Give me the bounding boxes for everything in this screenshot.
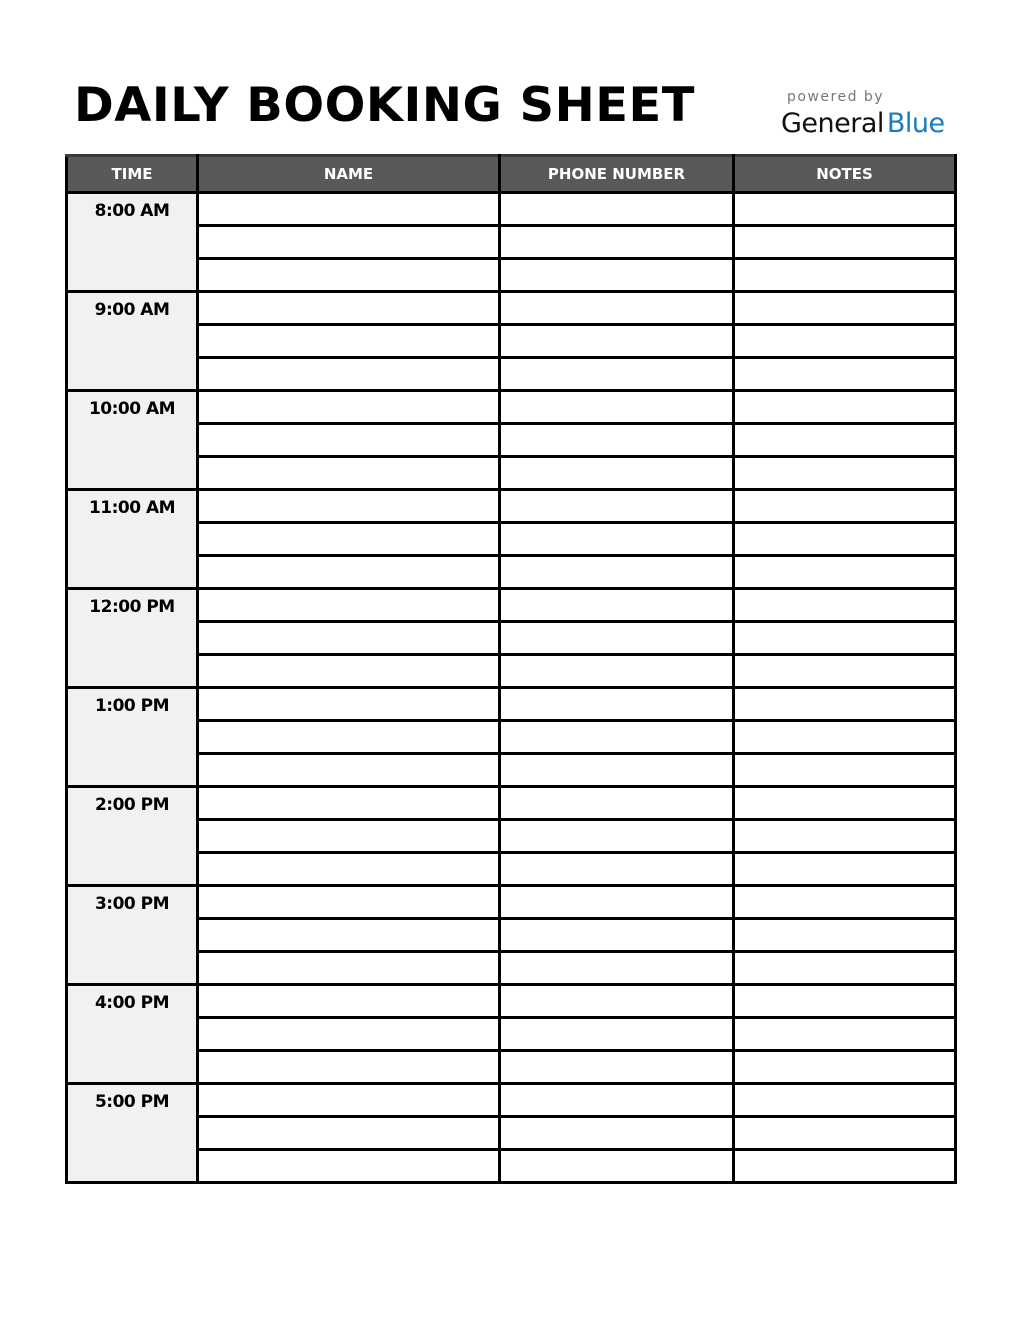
phone-cell[interactable] [500,490,734,523]
name-cell[interactable] [198,226,500,259]
phone-cell[interactable] [500,919,734,952]
notes-cell[interactable] [734,1018,956,1051]
name-cell[interactable] [198,820,500,853]
name-cell[interactable] [198,1150,500,1183]
page-title: DAILY BOOKING SHEET [74,78,695,133]
name-cell[interactable] [198,787,500,820]
name-cell[interactable] [198,556,500,589]
notes-cell[interactable] [734,820,956,853]
table-row [67,556,956,589]
name-cell[interactable] [198,358,500,391]
notes-cell[interactable] [734,457,956,490]
notes-cell[interactable] [734,1084,956,1117]
name-cell[interactable] [198,985,500,1018]
table-row [67,457,956,490]
time-slot-label: 3:00 PM [67,886,198,985]
time-slot-label: 11:00 AM [67,490,198,589]
phone-cell[interactable] [500,886,734,919]
name-cell[interactable] [198,193,500,226]
phone-cell[interactable] [500,1117,734,1150]
table-row [67,754,956,787]
name-cell[interactable] [198,424,500,457]
brand-logo [781,88,951,142]
table-row [67,523,956,556]
notes-cell[interactable] [734,1117,956,1150]
table-row [67,919,956,952]
name-cell[interactable] [198,886,500,919]
phone-cell[interactable] [500,820,734,853]
notes-cell[interactable] [734,853,956,886]
phone-cell[interactable] [500,1051,734,1084]
name-cell[interactable] [198,1117,500,1150]
notes-cell[interactable] [734,622,956,655]
time-slot-label: 8:00 AM [67,193,198,292]
notes-cell[interactable] [734,655,956,688]
table-row [67,985,956,1018]
table-row [67,853,956,886]
time-slot-label: 9:00 AM [67,292,198,391]
table-row [67,424,956,457]
name-cell[interactable] [198,952,500,985]
phone-cell[interactable] [500,622,734,655]
name-cell[interactable] [198,589,500,622]
name-cell[interactable] [198,457,500,490]
phone-cell[interactable] [500,952,734,985]
name-cell[interactable] [198,1018,500,1051]
phone-cell[interactable] [500,787,734,820]
table-row [67,1018,956,1051]
name-cell[interactable] [198,523,500,556]
phone-cell[interactable] [500,688,734,721]
time-slot-label: 5:00 PM [67,1084,198,1183]
phone-cell[interactable] [500,556,734,589]
powered-by-label: powered by [787,89,885,105]
booking-table [65,154,957,1184]
notes-cell[interactable] [734,1051,956,1084]
phone-cell[interactable] [500,292,734,325]
phone-cell[interactable] [500,391,734,424]
table-row [67,589,956,622]
time-slot-label: 10:00 AM [67,391,198,490]
phone-cell[interactable] [500,1018,734,1051]
table-row [67,259,956,292]
phone-cell[interactable] [500,1084,734,1117]
name-cell[interactable] [198,754,500,787]
time-slot-label: 2:00 PM [67,787,198,886]
table-row [67,226,956,259]
column-header-time: TIME [67,156,198,193]
table-row [67,787,956,820]
phone-cell[interactable] [500,259,734,292]
notes-cell[interactable] [734,193,956,226]
phone-cell[interactable] [500,1150,734,1183]
table-row [67,1150,956,1183]
phone-cell[interactable] [500,226,734,259]
time-slot-label: 1:00 PM [67,688,198,787]
table-row [67,655,956,688]
name-cell[interactable] [198,490,500,523]
notes-cell[interactable] [734,424,956,457]
name-cell[interactable] [198,259,500,292]
phone-cell[interactable] [500,589,734,622]
notes-cell[interactable] [734,589,956,622]
column-header-notes: NOTES [734,156,956,193]
brand-name-general: General [781,108,884,139]
name-cell[interactable] [198,325,500,358]
name-cell[interactable] [198,721,500,754]
notes-cell[interactable] [734,985,956,1018]
name-cell[interactable] [198,853,500,886]
notes-cell[interactable] [734,325,956,358]
name-cell[interactable] [198,1084,500,1117]
column-header-phone: PHONE NUMBER [500,156,734,193]
name-cell[interactable] [198,655,500,688]
table-row [67,1084,956,1117]
table-row [67,1117,956,1150]
table-row [67,292,956,325]
table-row [67,193,956,226]
table-row [67,886,956,919]
table-row [67,622,956,655]
phone-cell[interactable] [500,358,734,391]
column-header-name: NAME [198,156,500,193]
notes-cell[interactable] [734,688,956,721]
notes-cell[interactable] [734,523,956,556]
table-row [67,391,956,424]
notes-cell[interactable] [734,292,956,325]
phone-cell[interactable] [500,655,734,688]
name-cell[interactable] [198,919,500,952]
table-row [67,952,956,985]
notes-cell[interactable] [734,259,956,292]
name-cell[interactable] [198,292,500,325]
notes-cell[interactable] [734,556,956,589]
phone-cell[interactable] [500,523,734,556]
table-body [67,193,956,1183]
notes-cell[interactable] [734,721,956,754]
phone-cell[interactable] [500,985,734,1018]
table-row [67,820,956,853]
table-row [67,688,956,721]
notes-cell[interactable] [734,886,956,919]
phone-cell[interactable] [500,193,734,226]
notes-cell[interactable] [734,787,956,820]
notes-cell[interactable] [734,490,956,523]
phone-cell[interactable] [500,325,734,358]
time-slot-label: 4:00 PM [67,985,198,1084]
phone-cell[interactable] [500,853,734,886]
brand-name-blue: Blue [886,108,945,139]
notes-cell[interactable] [734,754,956,787]
time-slot-label: 12:00 PM [67,589,198,688]
phone-cell[interactable] [500,754,734,787]
notes-cell[interactable] [734,1150,956,1183]
phone-cell[interactable] [500,721,734,754]
name-cell[interactable] [198,1051,500,1084]
name-cell[interactable] [198,391,500,424]
table-row [67,721,956,754]
brand-name [781,106,951,142]
notes-cell[interactable] [734,952,956,985]
notes-cell[interactable] [734,358,956,391]
phone-cell[interactable] [500,424,734,457]
table-header-row [67,156,956,193]
table-row [67,325,956,358]
notes-cell[interactable] [734,391,956,424]
table-row [67,490,956,523]
table-row [67,1051,956,1084]
notes-cell[interactable] [734,919,956,952]
name-cell[interactable] [198,688,500,721]
notes-cell[interactable] [734,226,956,259]
phone-cell[interactable] [500,457,734,490]
name-cell[interactable] [198,622,500,655]
table-row [67,358,956,391]
